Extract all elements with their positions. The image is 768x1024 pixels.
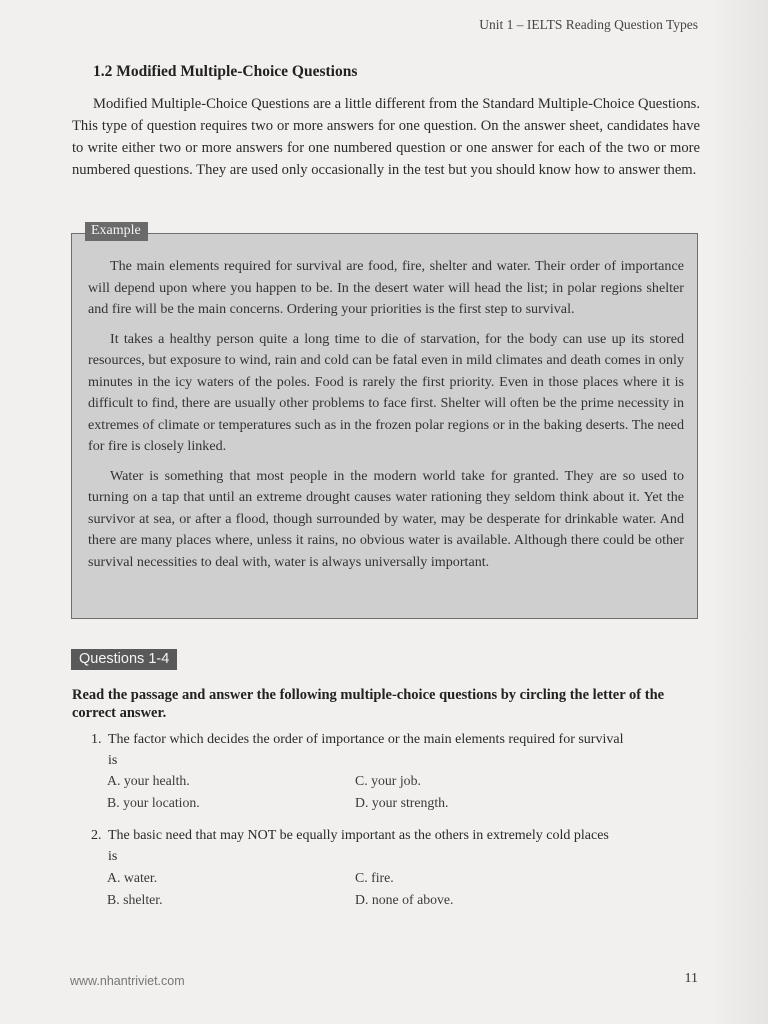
running-header: Unit 1 – IELTS Reading Question Types	[479, 17, 698, 32]
question-2-text: The basic need that may NOT be equally important as the others in extremely cold places	[108, 828, 609, 843]
question-2-text-cont: is	[108, 849, 118, 864]
question-1-option-a[interactable]: A. your health.	[107, 773, 190, 788]
question-1-text: The factor which decides the order of importance or the main elements required for survival	[108, 732, 624, 747]
questions-instructions: Read the passage and answer the following multiple-choice questions by circling the letter of the correct answer.	[72, 687, 665, 721]
example-passage	[88, 256, 684, 581]
question-2-option-a[interactable]: A. water.	[107, 870, 158, 885]
question-2-option-c[interactable]: C. fire.	[355, 870, 394, 885]
example-paragraph-2: It takes a healthy person quite a long time to die of starvation, for the body can use up its stored resources, but exposure to wind, rain and cold can be fatal even in mild climates and death comes in only minutes in the icy waters of the poles. Food is rarely the first priority. Even in those places where it is difficult to find, there are usually other problems to face first. Shelter will often be the prime necessity in extremes of climate or temperatures such as in the frozen polar regions or in the baking deserts. The need for fire is closely linked.	[88, 330, 684, 454]
question-1-text-cont: is	[108, 753, 118, 768]
question-2-option-d[interactable]: D. none of above.	[355, 892, 454, 907]
page-edge-shadow	[708, 0, 768, 1024]
question-2-option-b[interactable]: B. shelter.	[107, 892, 163, 907]
section-title: 1.2 Modified Multiple-Choice Questions	[93, 63, 358, 80]
questions-label: Questions 1-4	[71, 649, 177, 670]
intro-paragraph: Modified Multiple-Choice Questions are a little different from the Standard Multiple-Choice Questions. This type of question requires two or more answers for one question. On the answer sheet, candidates have to write either two or more answers for one numbered question or one answer for each of the two or more numbered questions. They are used only occasionally in the test but you should know how to answer them.	[72, 96, 700, 178]
page-number: 11	[684, 971, 698, 986]
question-1-option-d[interactable]: D. your strength.	[355, 795, 449, 810]
question-1-option-c[interactable]: C. your job.	[355, 773, 421, 788]
question-1-stem	[91, 729, 703, 771]
example-paragraph-1: The main elements required for survival are food, fire, shelter and water. Their order of importance will depend upon where you happen to be. In the desert water will head the list; in polar regions shelter and fire will be the main concerns. Ordering your priorities is the first step to survival.	[88, 258, 684, 317]
question-1-number: 1.	[91, 732, 102, 747]
footer-url: www.nhantriviet.com	[70, 974, 185, 988]
question-1-option-b[interactable]: B. your location.	[107, 795, 200, 810]
question-2-number: 2.	[91, 828, 102, 843]
example-paragraph-3: Water is something that most people in the modern world take for granted. They are so used to turning on a tap that until an extreme drought causes water rationing they seldom think about it. Yet the survivor at sea, or after a flood, though surrounded by water, may be desperate for drinkable water. And there are many places where, unless it rains, no obvious water is available. Although there could be other survival necessities to deal with, water is always universally important.	[88, 467, 684, 570]
example-label: Example	[85, 222, 148, 241]
question-2-stem	[91, 825, 703, 867]
